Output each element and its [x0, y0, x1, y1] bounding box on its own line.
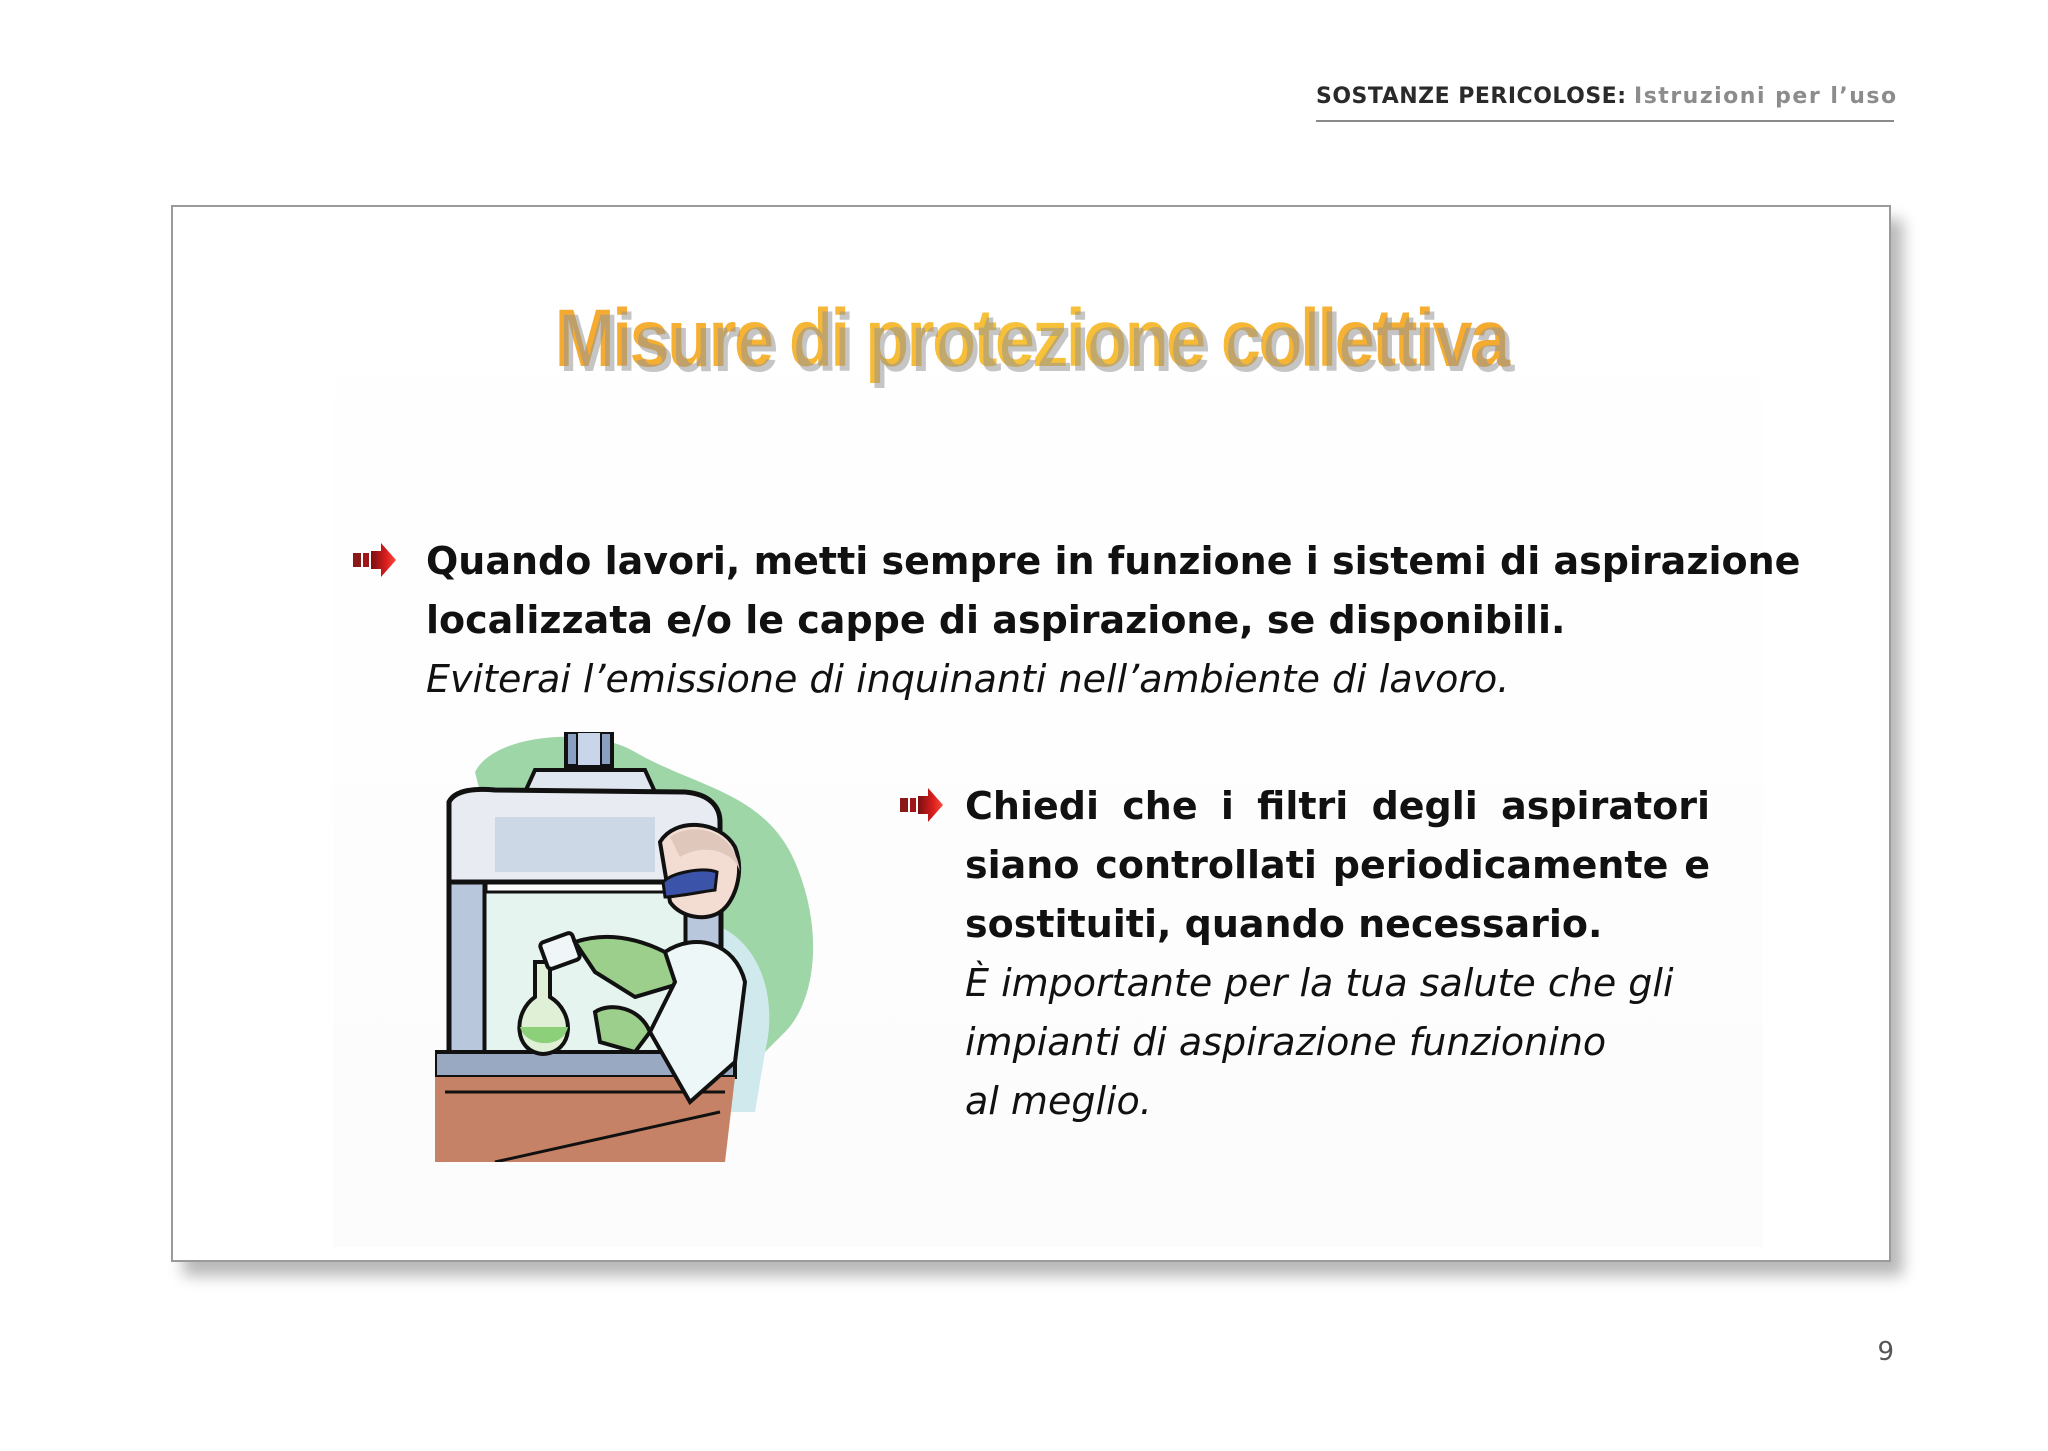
slide-title: Misure di protezione collettiva	[276, 292, 1786, 386]
header-title-sub: Istruzioni per l’uso	[1634, 84, 1898, 109]
lab-fume-hood-illustration	[435, 732, 835, 1162]
red-arrow-icon	[353, 542, 397, 578]
bullet-local-exhaust	[426, 532, 1801, 709]
bullet2-note-line2: impianti di aspirazione funzionino	[965, 1020, 1607, 1064]
running-header	[1316, 80, 1898, 122]
bullet2-line3: sostituiti, quando necessario.	[965, 902, 1603, 946]
bullet1-line1: Quando lavori, metti sempre in funzione i sistemi di aspirazione	[426, 539, 1801, 583]
bullet1-note: Eviterai l’emissione di inquinanti nell’ambiente di lavoro.	[426, 657, 1510, 701]
bullet2-line2: siano controllati periodicamente e	[965, 843, 1710, 887]
bullet2-note-line3: al meglio.	[965, 1079, 1152, 1123]
bullet-filter-check	[965, 777, 1710, 1131]
bullet2-note-line1: È importante per la tua salute che gli	[965, 961, 1674, 1005]
header-title-main: SOSTANZE PERICOLOSE:	[1316, 84, 1627, 109]
page-number: 9	[1877, 1337, 1894, 1367]
bullet2-line1: Chiedi che i filtri degli aspiratori	[965, 784, 1710, 828]
bullet1-line2: localizzata e/o le cappe di aspirazione, se disponibili.	[426, 598, 1566, 642]
red-arrow-icon	[900, 787, 944, 823]
slide-frame	[171, 205, 1891, 1262]
